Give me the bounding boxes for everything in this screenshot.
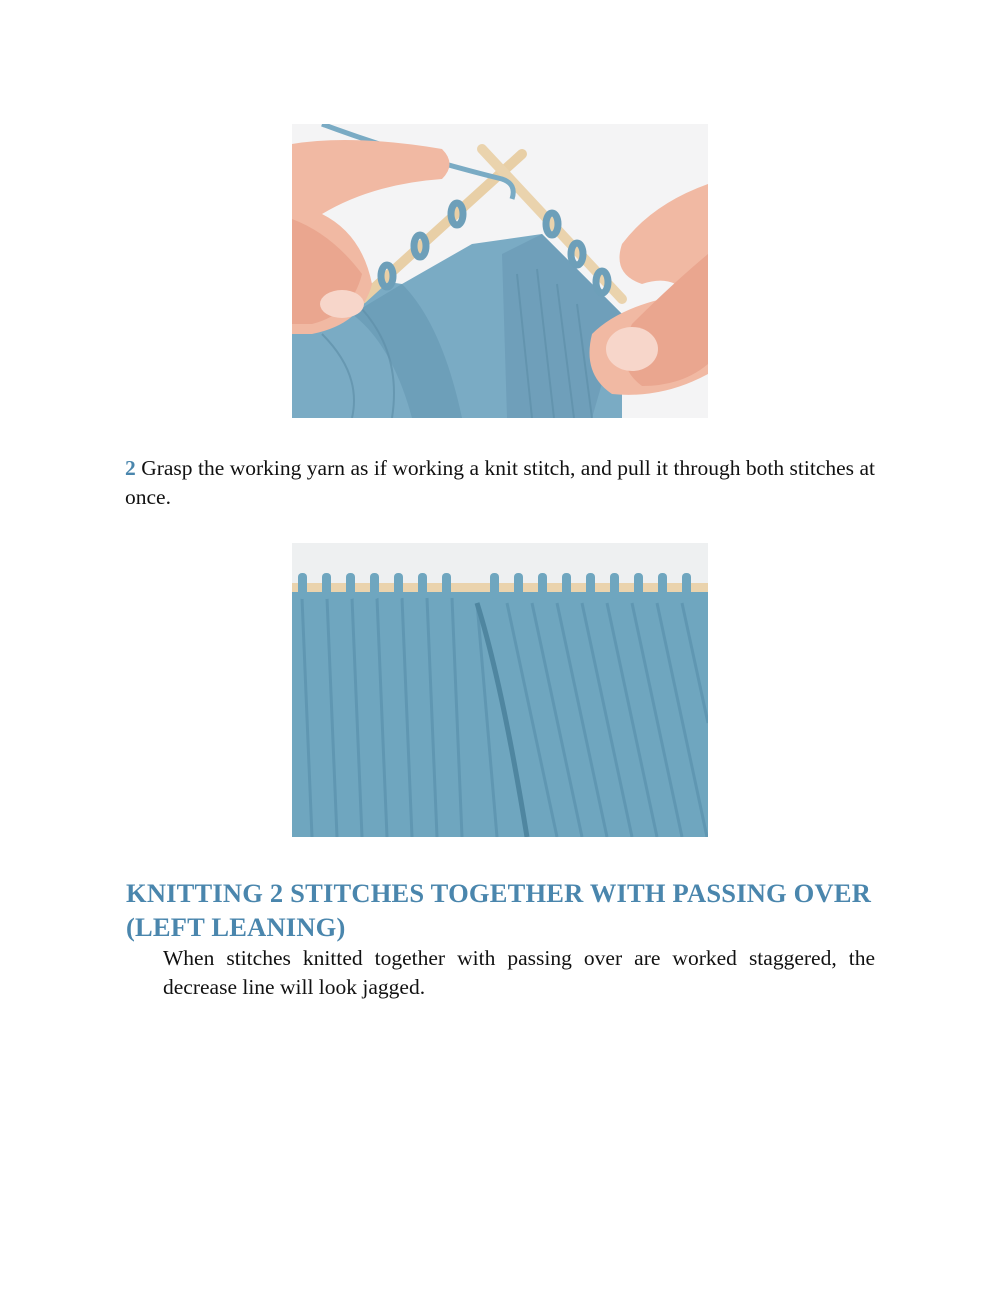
section-body-text: When stitches knitted together with passing over are worked staggered, the decrease line will look jagged. [163, 946, 875, 999]
step-2-paragraph [125, 454, 875, 512]
knitting-hands-photo [292, 124, 708, 418]
step-instruction-text: Grasp the working yarn as if working a knit stitch, and pull it through both stitches at once. [125, 456, 876, 509]
knitted-swatch-photo [292, 543, 708, 837]
step-number: 2 [125, 456, 136, 480]
section-heading: KNITTING 2 STITCHES TOGETHER WITH PASSING OVER (LEFT LEANING) [126, 878, 872, 942]
